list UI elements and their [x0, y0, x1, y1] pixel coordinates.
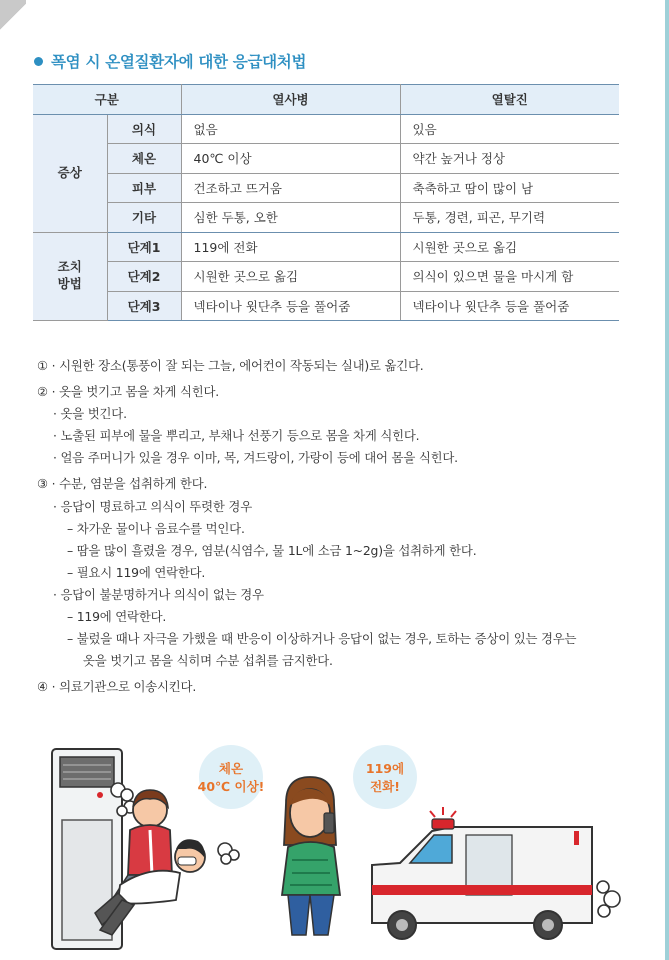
ambulance-icon [372, 807, 592, 939]
cell-heatstroke: 넥타이나 윗단추 등을 풀어줌 [181, 291, 400, 321]
table-header-row [33, 85, 619, 115]
cell-exhaustion: 있음 [400, 114, 619, 144]
temperature-bubble-line1: 체온 [218, 761, 244, 776]
table-row [33, 173, 619, 203]
call-bubble-line2: 전화! [370, 779, 400, 794]
step-detail: – 불렀을 때나 자극을 가했을 때 반응이 이상하거나 응답이 없는 경우, 토하는 증상이 있는 경우는 [67, 631, 577, 647]
step-detail: – 차가운 물이나 음료수를 먹인다. [67, 520, 245, 536]
temperature-bubble [198, 745, 265, 809]
table-row [33, 203, 619, 233]
first-aid-table [33, 84, 619, 321]
row-label: 단계2 [107, 262, 181, 292]
first-aid-illustration [0, 735, 669, 960]
section-actions-line1: 조치 [57, 259, 82, 275]
row-label: 단계3 [107, 291, 181, 321]
step-subitem: · 응답이 명료하고 의식이 뚜렷한 경우 [53, 498, 252, 514]
row-label: 단계1 [107, 232, 181, 262]
section-title [34, 50, 306, 72]
cell-heatstroke: 심한 두통, 오한 [181, 203, 400, 233]
step-detail: – 땀을 많이 흘렸을 경우, 염분(식염수, 물 1L에 소금 1~2g)을 섭취하게 한다. [67, 542, 477, 558]
step-item: ② · 옷을 벗기고 몸을 차게 식힌다. [37, 384, 220, 400]
cell-heatstroke: 없음 [181, 114, 400, 144]
call-119-bubble [353, 745, 417, 809]
page-corner-decoration [0, 0, 26, 34]
step-subitem: · 응답이 불분명하거나 의식이 없는 경우 [53, 586, 264, 602]
table-row [33, 114, 619, 144]
table-row [33, 291, 619, 321]
call-bubble-line1: 119에 [365, 761, 405, 776]
step-subitem: · 노출된 피부에 물을 뿌리고, 부채나 선풍기 등으로 몸을 차게 식힌다. [53, 428, 420, 444]
step-item: ① · 시원한 장소(통풍이 잘 되는 그늘, 에어컨이 작동되는 실내)로 옮긴다. [37, 358, 424, 373]
step-subitem: · 얼음 주머니가 있을 경우 이마, 목, 겨드랑이, 가랑이 등에 대어 몸을 식힌다. [53, 450, 458, 466]
section-actions-line2: 방법 [57, 276, 82, 292]
table-row [33, 144, 619, 174]
temperature-bubble-line2: 40℃ 이상! [197, 779, 265, 794]
header-category: 구분 [33, 85, 181, 115]
step-subitem: · 옷을 벗긴다. [53, 406, 127, 422]
cell-exhaustion: 약간 높거나 정상 [400, 144, 619, 174]
step-detail: – 필요시 119에 연락한다. [67, 564, 206, 580]
step-item: ④ · 의료기관으로 이송시킨다. [37, 679, 197, 695]
caller-figure [282, 777, 340, 935]
cell-heatstroke: 119에 전화 [181, 232, 400, 262]
section-title-text: 폭염 시 온열질환자에 대한 응급대처법 [51, 53, 307, 71]
cell-exhaustion: 넥타이나 윗단추 등을 풀어줌 [400, 291, 619, 321]
cell-exhaustion: 두통, 경련, 피곤, 무기력 [400, 203, 619, 233]
first-aid-steps [37, 355, 637, 698]
table-row [33, 262, 619, 292]
heat-puff-icon [218, 843, 239, 864]
exhaust-puff-icon [597, 881, 620, 917]
cell-heatstroke: 40℃ 이상 [181, 144, 400, 174]
step-item: ③ · 수분, 염분을 섭취하게 한다. [37, 476, 208, 492]
step-detail-continued: 옷을 벗기고 몸을 식히며 수분 섭취를 금지한다. [83, 653, 333, 669]
section-symptoms: 증상 [33, 114, 107, 232]
table-row [33, 232, 619, 262]
bullet-icon [34, 57, 43, 66]
row-label: 체온 [107, 144, 181, 174]
cell-heatstroke: 시원한 곳으로 옮김 [181, 262, 400, 292]
row-label: 기타 [107, 203, 181, 233]
cell-heatstroke: 건조하고 뜨거움 [181, 173, 400, 203]
row-label: 의식 [107, 114, 181, 144]
cell-exhaustion: 축축하고 땀이 많이 남 [400, 173, 619, 203]
header-heatstroke: 열사병 [181, 85, 400, 115]
step-detail: – 119에 연락한다. [67, 609, 167, 625]
section-actions [33, 232, 107, 321]
cell-exhaustion: 의식이 있으면 물을 마시게 함 [400, 262, 619, 292]
row-label: 피부 [107, 173, 181, 203]
header-exhaustion: 열탈진 [400, 85, 619, 115]
cell-exhaustion: 시원한 곳으로 옮김 [400, 232, 619, 262]
